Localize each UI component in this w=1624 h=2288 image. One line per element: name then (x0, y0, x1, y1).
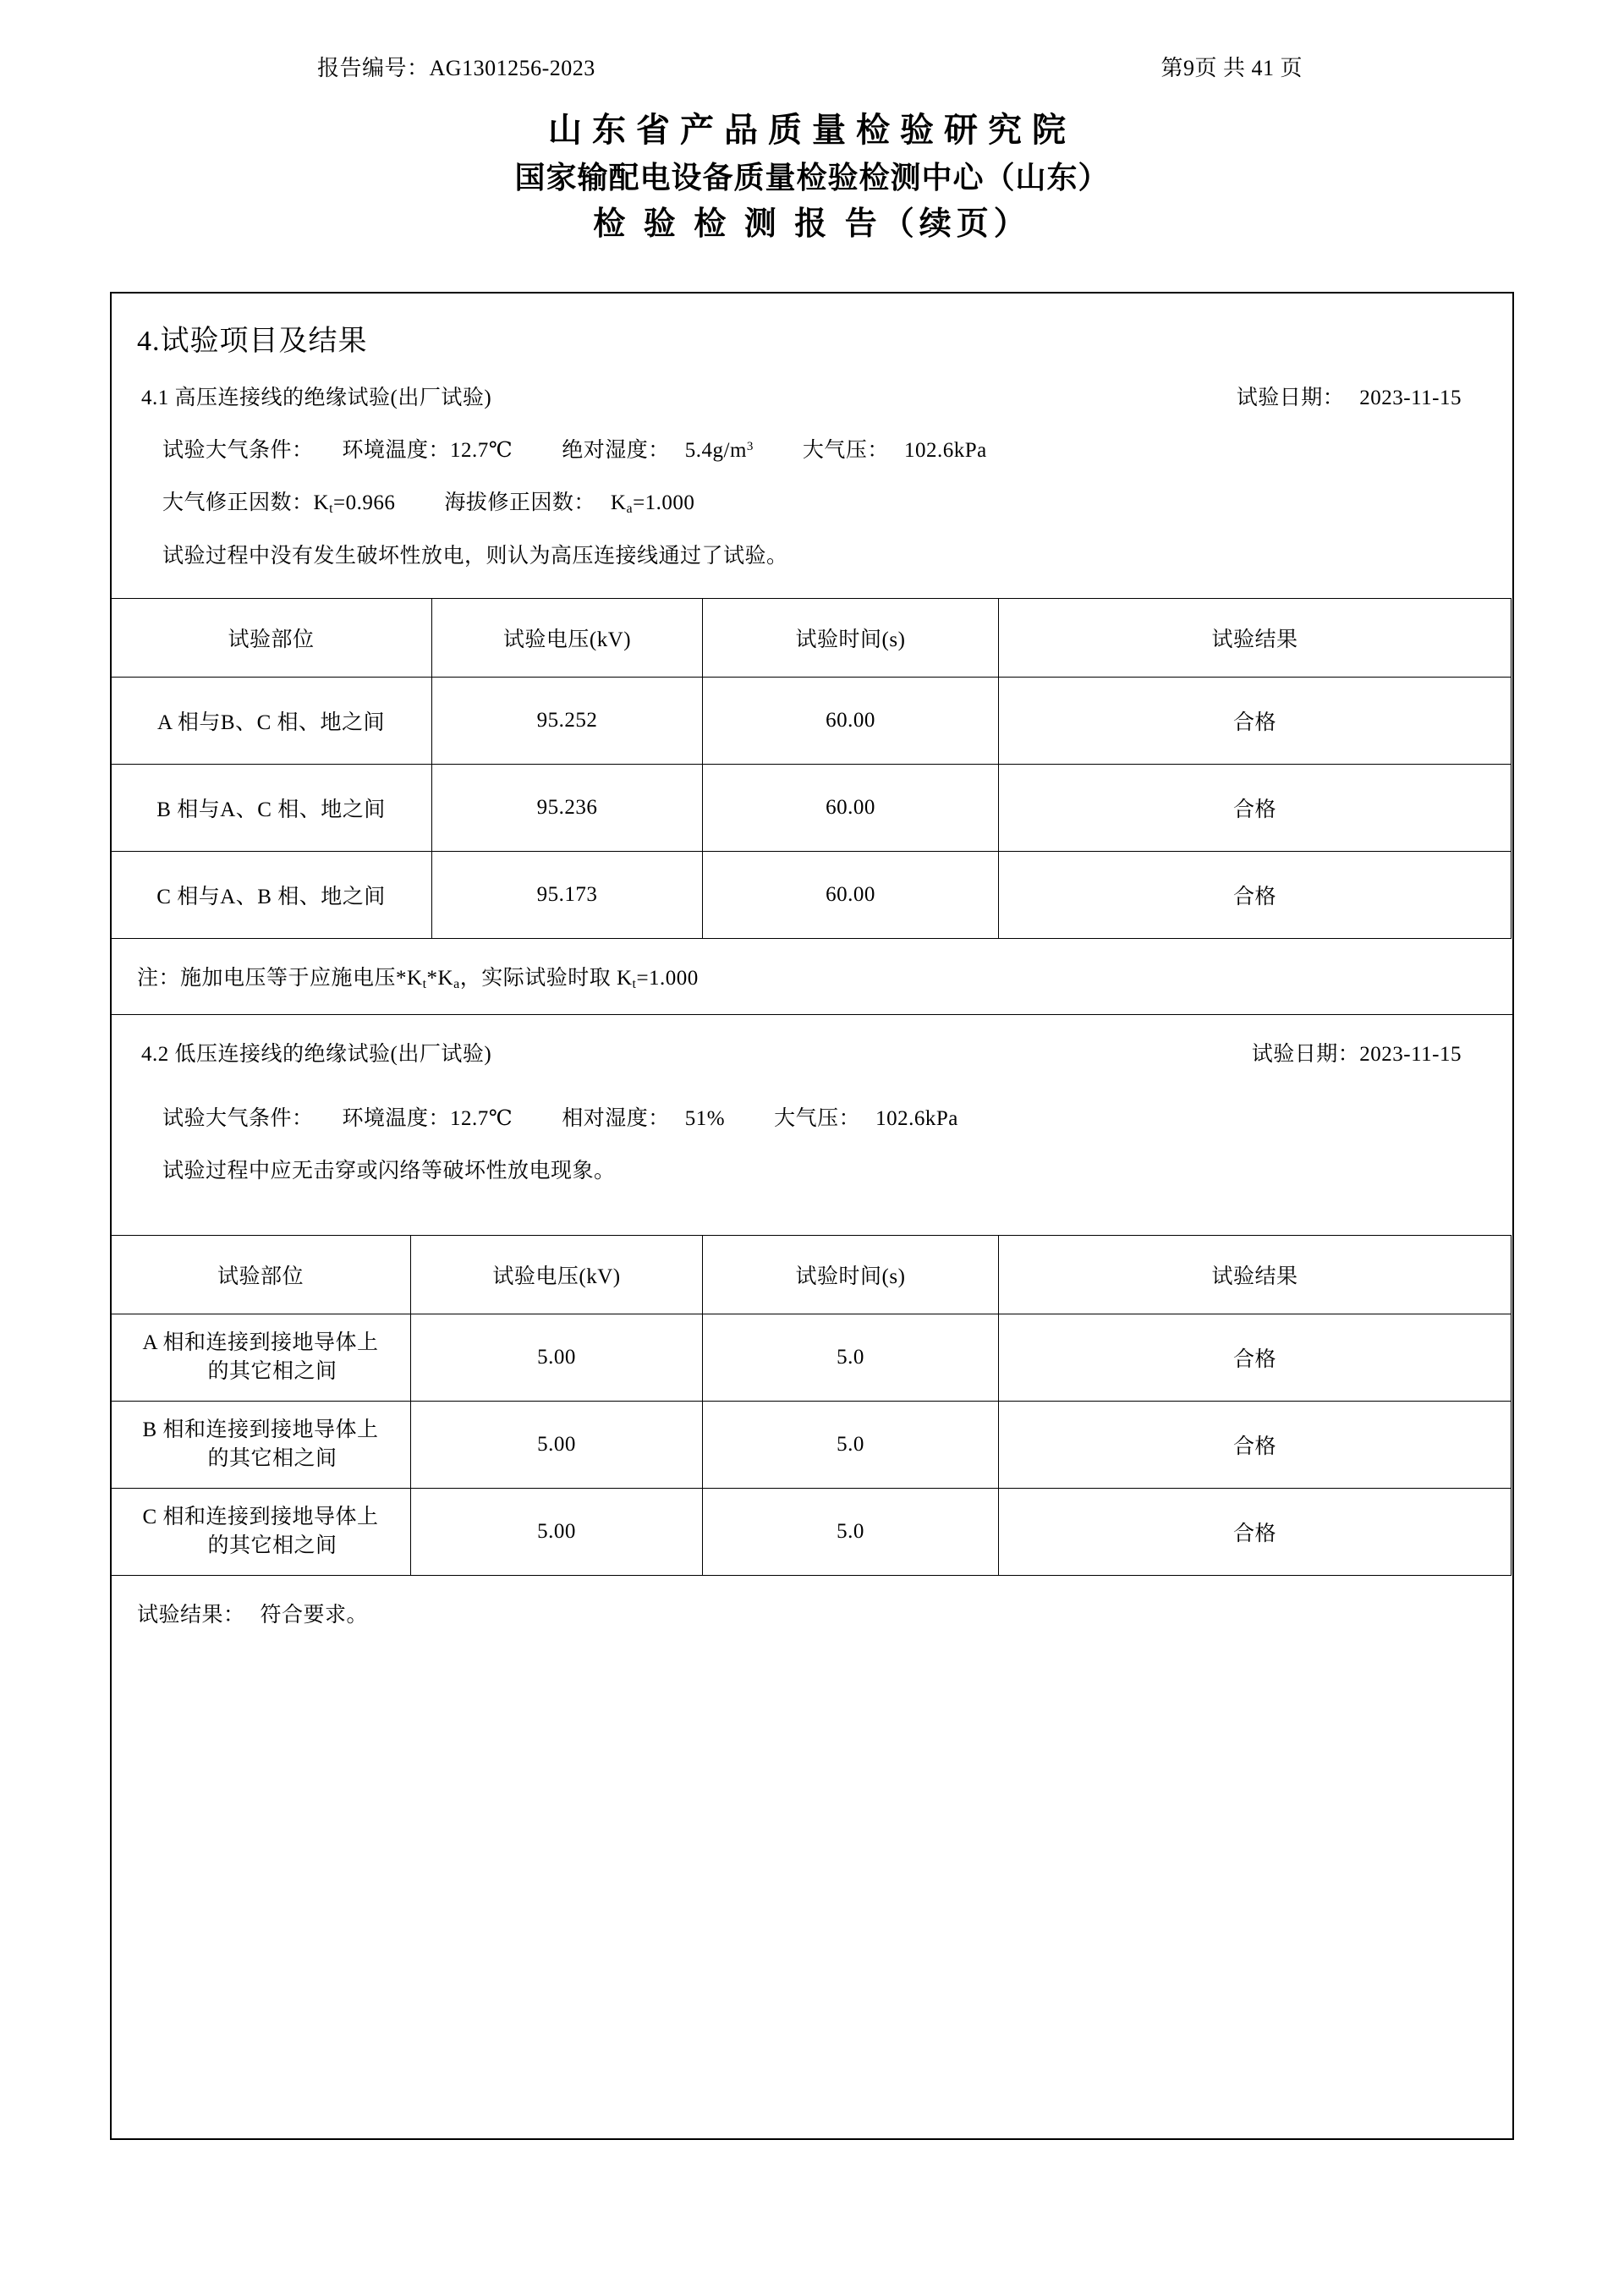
test-4-1-statement: 试验过程中没有发生破坏性放电，则认为高压连接线通过了试验。 (162, 545, 788, 568)
table-row (111, 765, 1512, 852)
table-header-row (111, 599, 1512, 678)
col-result: 试验结果 (999, 1236, 1512, 1314)
test-4-1-date-label: 试验日期： (1236, 387, 1345, 409)
cell-part-line1: C 相和连接到接地导体上 (142, 1506, 379, 1529)
cell-time: 60.00 (703, 678, 999, 765)
pressure-value: 102.6kPa (903, 439, 987, 462)
page-header (0, 51, 1624, 82)
cell-part: B 相与A、C 相、地之间 (111, 765, 432, 852)
table-row (111, 678, 1512, 765)
cell-time: 5.0 (703, 1402, 999, 1489)
result-label: 试验结果： (137, 1604, 245, 1627)
cell-part (111, 1489, 411, 1576)
cell-result: 合格 (999, 678, 1512, 765)
report-number-label: 报告编号： (317, 56, 430, 80)
test-4-2-result (112, 1576, 1512, 1628)
cell-part (111, 1402, 411, 1489)
cell-part-line2: 的其它相之间 (207, 1360, 337, 1383)
section-heading: 4.试验项目及结果 (137, 326, 368, 357)
col-part: 试验部位 (111, 599, 432, 678)
cell-time: 60.00 (703, 765, 999, 852)
test-4-1-header (141, 381, 1462, 411)
cell-voltage: 5.00 (411, 1314, 703, 1402)
test-4-2-table (110, 1235, 1512, 1576)
page-number: 第9页 共 41 页 (1160, 56, 1303, 80)
cell-time: 5.0 (703, 1489, 999, 1576)
result-value: 符合要求。 (260, 1604, 369, 1627)
cell-result: 合格 (999, 765, 1512, 852)
temp-value: 12.7℃ (450, 439, 513, 462)
cell-voltage: 95.252 (432, 678, 703, 765)
cell-voltage: 5.00 (411, 1489, 703, 1576)
test-4-1-conditions (162, 433, 1512, 464)
temp-label: 环境温度： (342, 439, 451, 462)
pressure-value: 102.6kPa (875, 1107, 958, 1130)
temp-label: 环境温度： (342, 1107, 451, 1130)
col-time: 试验时间(s) (703, 1236, 999, 1314)
correction-label: 大气修正因数： (162, 491, 314, 514)
center-title: 国家输配电设备质量检验检测中心（山东） (514, 161, 1110, 195)
cell-part-line2: 的其它相之间 (207, 1534, 337, 1557)
test-4-1-note: 注：施加电压等于应施电压$*K_t*K_a$，实际试验时取 $K_t=1.000$ (112, 939, 1512, 1015)
cell-part: C 相与A、B 相、地之间 (111, 852, 432, 939)
test-4-1-date-value: 2023-11-15 (1359, 387, 1462, 409)
test-4-1-heading: 4.1 高压连接线的绝缘试验(出厂试验) (141, 387, 492, 409)
humidity-value: $5.4g/m^3$ (684, 439, 754, 462)
pressure-label: 大气压： (774, 1107, 861, 1130)
altitude-label: 海拔修正因数： (444, 491, 595, 514)
test-4-2-conditions (162, 1101, 1512, 1132)
test-4-1-table (110, 598, 1512, 939)
cell-result: 合格 (999, 1314, 1512, 1402)
cell-voltage: 95.236 (432, 765, 703, 852)
humidity-value: 51% (684, 1107, 726, 1130)
cell-voltage: 95.173 (432, 852, 703, 939)
cell-result: 合格 (999, 852, 1512, 939)
cell-time: 60.00 (703, 852, 999, 939)
test-4-2-heading: 4.2 低压连接线的绝缘试验(出厂试验) (141, 1043, 492, 1066)
cond-label: 试验大气条件： (162, 1107, 314, 1130)
institute-title: 山东省产品质量检验研究院 (548, 111, 1076, 149)
cell-result: 合格 (999, 1489, 1512, 1576)
table-header-row (111, 1236, 1512, 1314)
cell-part-line1: A 相和连接到接地导体上 (142, 1331, 379, 1355)
humidity-label: 相对湿度： (562, 1107, 670, 1130)
cond-label: 试验大气条件： (162, 439, 314, 462)
pressure-label: 大气压： (802, 439, 889, 462)
test-4-2-date-label: 试验日期： (1251, 1043, 1360, 1066)
cell-part-line1: B 相和连接到接地导体上 (142, 1418, 379, 1442)
report-number-value: AG1301256-2023 (429, 56, 595, 80)
cell-part: A 相与B、C 相、地之间 (111, 678, 432, 765)
table-row (111, 1402, 1512, 1489)
cell-part (111, 1314, 411, 1402)
document-titles (0, 106, 1624, 249)
test-4-2-header (141, 1037, 1462, 1067)
table-row (111, 1314, 1512, 1402)
test-4-2-date-value: 2023-11-15 (1359, 1043, 1462, 1066)
humidity-label: 绝对湿度： (562, 439, 670, 462)
test-4-1-date (1237, 381, 1462, 411)
report-title: 检 验 检 测 报 告（续页） (593, 206, 1031, 242)
col-voltage: 试验电压(kV) (411, 1236, 703, 1314)
col-time: 试验时间(s) (703, 599, 999, 678)
col-result: 试验结果 (999, 599, 1512, 678)
cell-voltage: 5.00 (411, 1402, 703, 1489)
col-part: 试验部位 (111, 1236, 411, 1314)
temp-value: 12.7℃ (450, 1107, 513, 1130)
report-body-frame (110, 292, 1514, 2140)
report-number (317, 51, 595, 82)
cell-part-line2: 的其它相之间 (207, 1447, 337, 1470)
test-4-1-correction (162, 486, 1512, 517)
altitude-value: $K_a=1.000$ (610, 491, 695, 516)
table-row (111, 852, 1512, 939)
test-4-2-date (1252, 1037, 1462, 1067)
cell-result: 合格 (999, 1402, 1512, 1489)
correction-value: $K_t=0.966$ (313, 491, 396, 516)
col-voltage: 试验电压(kV) (432, 599, 703, 678)
test-4-2-statement: 试验过程中应无击穿或闪络等破坏性放电现象。 (162, 1160, 616, 1182)
table-row (111, 1489, 1512, 1576)
cell-time: 5.0 (703, 1314, 999, 1402)
